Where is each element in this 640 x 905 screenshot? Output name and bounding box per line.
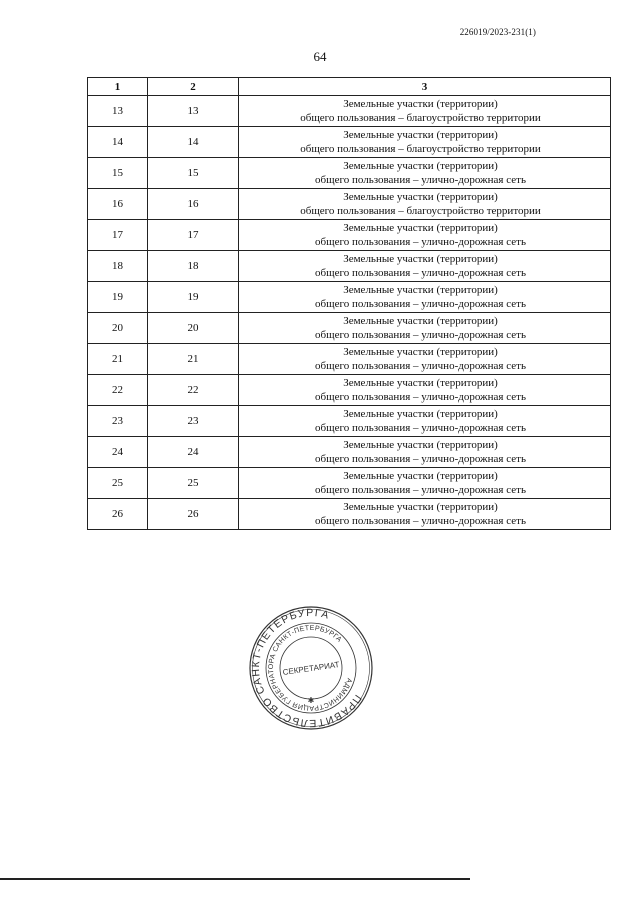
table-row <box>88 158 611 189</box>
plot-description-line-1: Земельные участки (территории) <box>343 438 498 451</box>
row-number-cell: 13 <box>88 96 148 127</box>
table-row <box>88 468 611 499</box>
table-row <box>88 375 611 406</box>
plot-description-cell <box>239 220 611 251</box>
plot-description-line-2: общего пользования – улично-дорожная сеть <box>315 391 526 403</box>
table-row <box>88 189 611 220</box>
document-registration-number: 226019/2023-231(1) <box>459 27 536 37</box>
plot-description-line-2: общего пользования – улично-дорожная сеть <box>315 174 526 186</box>
plot-description-line-1: Земельные участки (территории) <box>343 376 498 389</box>
column-header-2: 2 <box>148 78 239 96</box>
table-row <box>88 437 611 468</box>
plot-description-line-2: общего пользования – улично-дорожная сеть <box>315 360 526 372</box>
row-number-cell: 20 <box>88 313 148 344</box>
plot-description-cell <box>239 437 611 468</box>
plot-description-line-2: общего пользования – улично-дорожная сеть <box>315 484 526 496</box>
plot-description-line-1: Земельные участки (территории) <box>343 283 498 296</box>
row-number-cell: 16 <box>88 189 148 220</box>
table-row <box>88 251 611 282</box>
plot-description-line-1: Земельные участки (территории) <box>343 159 498 172</box>
seal-star-icon: ✱ <box>307 696 315 705</box>
table-row <box>88 499 611 530</box>
plot-description-cell <box>239 406 611 437</box>
plot-number-cell: 25 <box>148 468 239 499</box>
plot-description-line-1: Земельные участки (территории) <box>343 221 498 234</box>
secretariat-seal <box>248 605 374 731</box>
plot-description-line-1: Земельные участки (территории) <box>343 252 498 265</box>
row-number-cell: 18 <box>88 251 148 282</box>
table-row <box>88 220 611 251</box>
table-row <box>88 406 611 437</box>
bottom-divider <box>0 878 470 880</box>
plot-number-cell: 15 <box>148 158 239 189</box>
plot-number-cell: 18 <box>148 251 239 282</box>
plot-description-line-1: Земельные участки (территории) <box>343 97 498 110</box>
table-row <box>88 127 611 158</box>
plot-description-line-2: общего пользования – улично-дорожная сеть <box>315 515 526 527</box>
plot-number-cell: 20 <box>148 313 239 344</box>
table-row <box>88 96 611 127</box>
table-row <box>88 313 611 344</box>
plot-description-line-2: общего пользования – улично-дорожная сеть <box>315 298 526 310</box>
plot-description-line-1: Земельные участки (территории) <box>343 190 498 203</box>
plot-description-line-2: общего пользования – улично-дорожная сеть <box>315 236 526 248</box>
row-number-cell: 26 <box>88 499 148 530</box>
plot-description-line-2: общего пользования – улично-дорожная сеть <box>315 267 526 279</box>
plot-description-cell <box>239 375 611 406</box>
plot-description-cell <box>239 313 611 344</box>
plot-description-cell <box>239 499 611 530</box>
table-header-row <box>88 78 611 96</box>
row-number-cell: 19 <box>88 282 148 313</box>
plot-description-line-2: общего пользования – благоустройство территории <box>300 143 541 155</box>
land-plots-table <box>87 77 611 530</box>
plot-number-cell: 24 <box>148 437 239 468</box>
page-number: 64 <box>313 49 327 64</box>
plot-description-cell <box>239 282 611 313</box>
plot-description-line-2: общего пользования – улично-дорожная сеть <box>315 329 526 341</box>
plot-description-line-1: Земельные участки (территории) <box>343 128 498 141</box>
plot-description-cell <box>239 468 611 499</box>
row-number-cell: 23 <box>88 406 148 437</box>
plot-number-cell: 17 <box>148 220 239 251</box>
row-number-cell: 24 <box>88 437 148 468</box>
plot-description-line-2: общего пользования – благоустройство территории <box>300 112 541 124</box>
plot-number-cell: 22 <box>148 375 239 406</box>
row-number-cell: 25 <box>88 468 148 499</box>
plot-number-cell: 13 <box>148 96 239 127</box>
seal-center-text: СЕКРЕТАРИАТ <box>282 660 340 677</box>
row-number-cell: 22 <box>88 375 148 406</box>
row-number-cell: 15 <box>88 158 148 189</box>
plot-description-line-2: общего пользования – улично-дорожная сеть <box>315 453 526 465</box>
plot-number-cell: 23 <box>148 406 239 437</box>
table-row <box>88 344 611 375</box>
seal-inner-text: АДМИНИСТРАЦИЯ ГУБЕРНАТОРА САНКТ-ПЕТЕРБУРГА <box>267 624 353 712</box>
table-row <box>88 282 611 313</box>
plot-description-line-1: Земельные участки (территории) <box>343 407 498 420</box>
plot-description-line-1: Земельные участки (территории) <box>343 314 498 327</box>
plot-description-cell <box>239 127 611 158</box>
plot-description-cell <box>239 158 611 189</box>
row-number-cell: 21 <box>88 344 148 375</box>
plot-description-cell <box>239 96 611 127</box>
plot-description-line-1: Земельные участки (территории) <box>343 500 498 513</box>
plot-number-cell: 21 <box>148 344 239 375</box>
table-body <box>88 96 611 530</box>
plot-description-line-2: общего пользования – улично-дорожная сеть <box>315 422 526 434</box>
plot-description-cell <box>239 344 611 375</box>
column-header-3: 3 <box>239 78 611 96</box>
plot-number-cell: 14 <box>148 127 239 158</box>
row-number-cell: 17 <box>88 220 148 251</box>
seal-outer-text: ПРАВИТЕЛЬСТВО САНКТ-ПЕТЕРБУРГА <box>249 606 364 730</box>
plot-description-cell <box>239 189 611 220</box>
plot-description-cell <box>239 251 611 282</box>
plot-description-line-1: Земельные участки (территории) <box>343 469 498 482</box>
plot-description-line-2: общего пользования – благоустройство территории <box>300 205 541 217</box>
column-header-1: 1 <box>88 78 148 96</box>
plot-description-line-1: Земельные участки (территории) <box>343 345 498 358</box>
plot-number-cell: 19 <box>148 282 239 313</box>
plot-number-cell: 26 <box>148 499 239 530</box>
row-number-cell: 14 <box>88 127 148 158</box>
plot-number-cell: 16 <box>148 189 239 220</box>
